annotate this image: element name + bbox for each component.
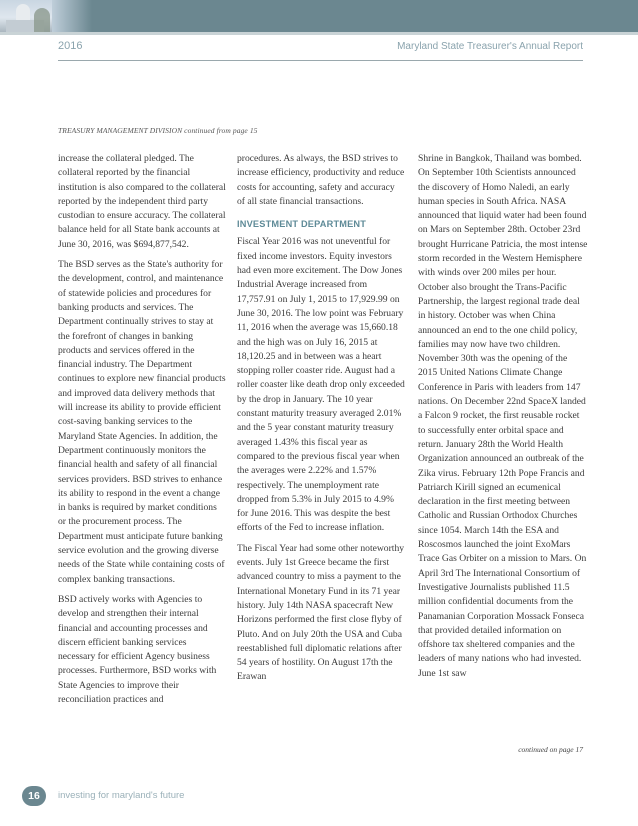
col2-paragraph-1: Fiscal Year 2016 was not uneventful for fixed income investors. Equity investors had even more excitement. The Dow Jones Industrial Average increased from 17,757.91 on July 1, 2015 to 17,929.99 on June 30, 2016. The low point was February 11, 2016 when the average was 15,660.18 and the high was on July 16, 2015 at 18,120.25 and in between was a heart stopping roller coaster ride. August had a roller coaster like death drop only exceeded by the drop in January. The 10 year constant maturity treasury averaged 2.01% and the 5 year constant maturity treasury averaged 1.43% this fiscal year as compared to the previous fiscal year when the averages were 2.22% and 1.57% respectively. The unemployment rate dropped from 5.3% in July 2015 to 4.9% for June 2016. This was despite the best efforts of the Fed to increase inflation. [237, 236, 405, 534]
footer-tagline: investing for maryland's future [58, 790, 185, 801]
column-2 [237, 152, 405, 691]
col1-paragraph-3: BSD actively works with Agencies to develop and strengthen their internal financial and accounting processes and discern efficient banking services necessary for efficient Agency business processes. Furthermore, BSD works with State Agencies to improve their reconciliation practices and [58, 593, 217, 705]
col1-paragraph-1: increase the collateral pledged. The collateral reported by the financial institution is also compared to the collateral reported by the independent third party custodian to ensure accuracy. The collateral balance held for all State bank accounts at June 30, 2016, was $694,877,542. [58, 153, 226, 250]
col3-paragraph-1: Shrine in Bangkok, Thailand was bombed. On September 10th Scientists announced the discovery of Homo Naledi, an early human species in South Africa. NASA announced that liquid water had been found on Mars on September 28th. October 23rd brought Hurricane Patricia, the most intense storm recorded in the Western Hemisphere with winds over 200 miles per hour. October also brought the Trans-Pacific Partnership, the largest regional trade deal in history. October was when China announced an end to the one child policy, families may now have two children. November 30th was the opening of the 2015 United Nations Climate Change Conference in Paris with leaders from 147 nations. On December 22nd SpaceX landed a Falcon 9 rocket, the first reusable rocket to successfully enter orbital space and return. January 28th the World Health Organization announced an outbreak of the Zika virus. February 12th Pope Francis and Patriarch Kirill signed an ecumenical declaration in the first meeting between Catholic and Russian Orthodox Churches since 1054. March 14th the ESA and Roscosmos launched the joint ExoMars Trace Gas Orbiter on a mission to Mars. On April 3rd The International Consortium of Investigative Journalists published 11.5 million confidential documents from the Panamanian Corporation Mossack Fonseca that provided detailed information on offshore tax sheltered companies and the leaders of many nations who had invested. June 1st saw [418, 153, 588, 679]
header-rule [58, 60, 583, 61]
col2-paragraph-2: The Fiscal Year had some other noteworthy events. July 1st Greece became the first advanced country to miss a payment to the International Monetary Fund in its 71 year history. July 14th NASA spacecraft New Horizons performed the first close flyby of Pluto. And on July 20th the USA and Cuba reestablished full diplomatic relations after 54 years of hostility. On August 17th the Erawan [237, 542, 405, 683]
statehouse-photo [0, 0, 52, 32]
report-title: Maryland State Treasurer's Annual Report [397, 41, 583, 52]
col1-paragraph-2: The BSD serves as the State's authority for the development, control, and maintenance of statewide policies and procedures for banking products and services. The Department continually strives to stay at the forefront of changes in banking products and services offered in the financial industry. The Department continues to explore new financial products and improved data delivery methods that will increase its ability to provide efficient cost-saving banking services to the Maryland State Agencies. In addition, the Department continuously monitors the financial health and safety of all financial services providers. BSD strives to enhance its ability to respond in the event a change in banks is required by market conditions or the procurement process. The Department must anticipate future banking service evolution and the growing diverse needs of the State while containing costs of complex banking transactions. [58, 259, 226, 585]
column-3 [418, 152, 588, 687]
report-year: 2016 [58, 40, 83, 52]
investment-department-heading: INVESTMENT DEPARTMENT [237, 219, 367, 230]
column-1 [58, 152, 226, 713]
header-band-accent-line [0, 32, 638, 35]
header-band [0, 0, 638, 32]
continued-from-note: TREASURY MANAGEMENT DIVISION continued from page 15 [58, 126, 258, 135]
col2-intro-paragraph: procedures. As always, the BSD strives to increase efficiency, productivity and reduce costs for accounting, safety and accuracy of all state financial transactions. [237, 153, 405, 207]
continued-on-note: continued on page 17 [518, 745, 583, 754]
tree-shape [34, 8, 50, 32]
header-band-fade [52, 0, 92, 32]
page-number-badge: 16 [22, 786, 46, 806]
